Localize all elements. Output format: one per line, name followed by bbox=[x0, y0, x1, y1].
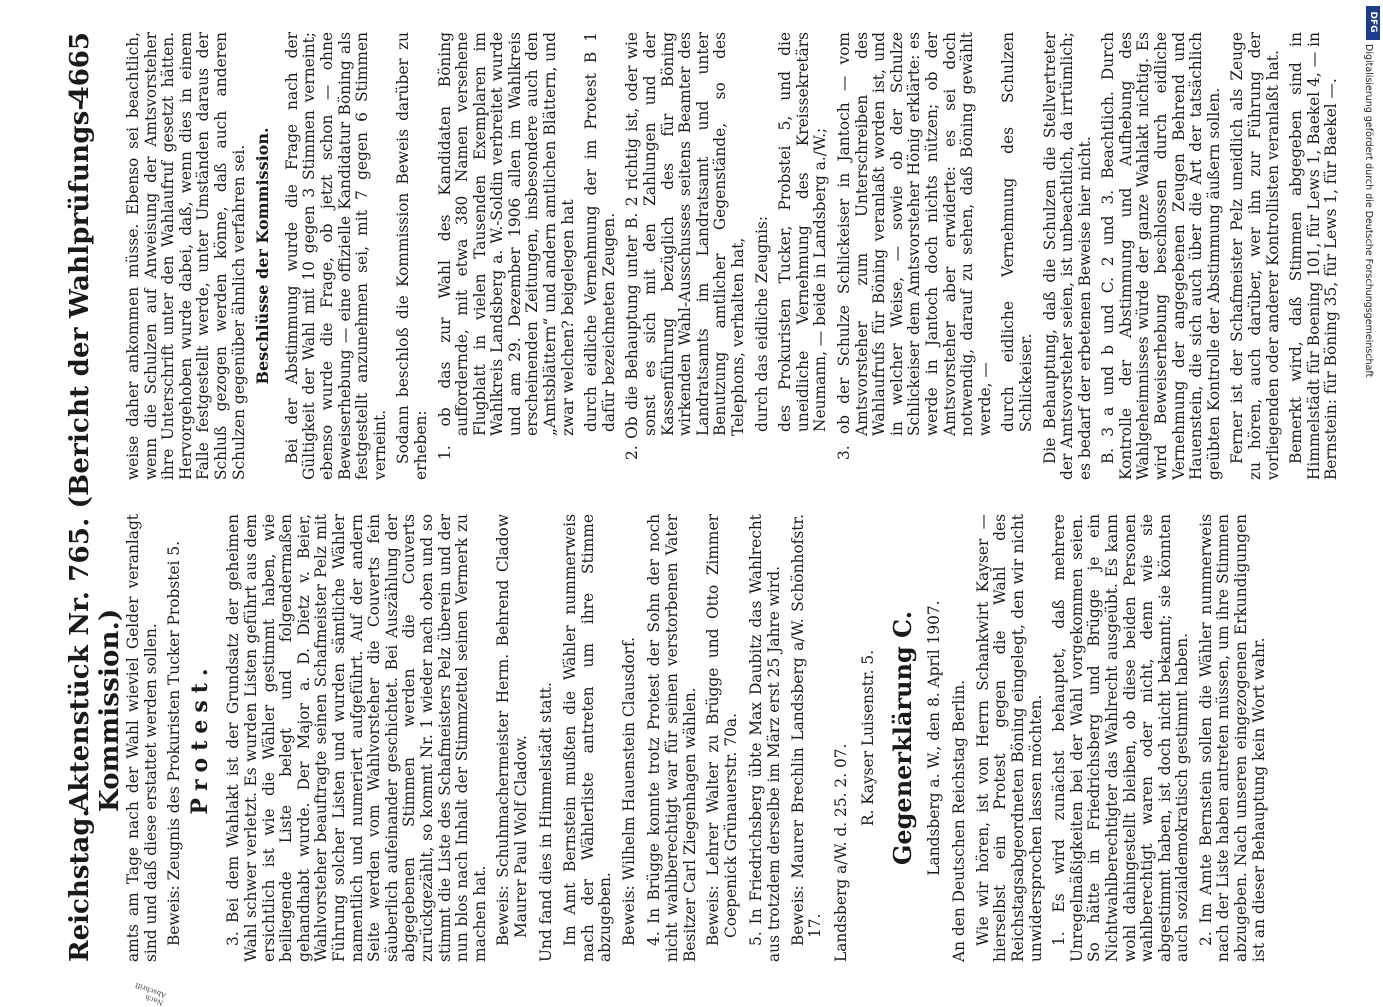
list-subitem: durch eidliche Vernehmung der im Protest B 1 dafür bezeichneten Zeugen. bbox=[582, 32, 618, 432]
evidence-line: Beweis: Wilhelm Hauenstein Clausdorf. bbox=[619, 636, 638, 946]
paragraph: Ferner ist der Schafmeister Pelz uneidlich als Zeuge zu hören, auch darüber, wer ihn zur Führung der vorliegenden oder anderer Kontrollisten veranlaßt hat. bbox=[1228, 32, 1282, 480]
gegen-date: Landsberg a. W., den 8. April 1907. bbox=[924, 600, 943, 876]
paragraph: Sodann beschloß die Kommission Beweis darüber zu erheben: bbox=[394, 32, 430, 480]
paragraph: Und fand dies in Himmelstädt statt. bbox=[537, 682, 556, 962]
protest-heading: Protest. bbox=[186, 661, 213, 815]
list-item: 1. ob das zur Wahl des Kandidaten Böning auffordernde, mit etwa 380 Namen versehene Flugblatt in vielen Tausenden Exemplaren im Wahlkreis Landsberg a. W.-Soldin verbreitet wurde und am 29. Dezember 1906 allen im Wahlkreis erscheinenden Zeitungen, insbesondere auch den „Amtsblättern“ und andern amtlichen Blättern, und zwar welchen? beigelegen hat bbox=[435, 32, 577, 460]
funding-note-text: Digitalisierung gefördert durch die Deutsche Forschungsgemeinschaft bbox=[1363, 44, 1374, 378]
dfg-logo bbox=[1366, 6, 1380, 40]
paragraph: 2. Im Amte Bernstein sollen die Wähler nummerweis nach der Liste haben antreten müssen, um ihre Stimmen abzugeben. Nach unseren eingezogenen Erkundigungen ist an dieser Behauptung kein Wort wahr. bbox=[1196, 514, 1268, 962]
column-left bbox=[125, 514, 1274, 962]
signature: R. Kayser Luisenstr. 5. bbox=[859, 649, 878, 827]
dfg-logo-text: DFG bbox=[1368, 11, 1378, 33]
list-subitem: durch eidliche Vernehmung des Schulzen Schlickeiser. bbox=[999, 32, 1035, 432]
beschluesse-heading: Beschlüsse der Kommission. bbox=[253, 127, 273, 385]
header-title: Aktenstück Nr. 765. (Bericht der Wahlprüfungs-Kommission.) bbox=[65, 99, 125, 812]
margin-stamp: Nach Abschrift bbox=[133, 980, 168, 1007]
column-right bbox=[125, 32, 1347, 480]
document-page bbox=[45, 0, 1341, 1007]
paragraph: Wie wir hören, ist von Herrn Schankwirt Kayser — hierselbst ein Protest gegen die Wahl des Reichstagsabgeordneten Böning eingelegt, den wir nicht unwidersprochen lassen möchten. bbox=[973, 514, 1045, 962]
paragraph: Im Amt Bernstein mußten die Wähler nummerweis nach der Wählerliste antreten um ihre Stimme abzugeben. bbox=[561, 514, 615, 962]
paragraph: 3. Bei dem Wahlakt ist der Grundsatz der geheimen Wahl schwer verletzt. Es wurden Listen geführt aus dem ersichtlich ist wie die Wähler gestimmt haben, wie beiliegende Liste belegt und folgendermaßen gehandhabt wurde. Der Major a. D. Dietz v. Beier, Wahlvorsteher beauftragte seinen Schafmeister Pelz mit Führung solcher Listen und wurden sämtliche Wähler namentlich und numeriert aufgeführt. Auf der andern Seite werden vom Wahlvorsteher die Couverts fein säuberlich aufeinander geschichtet. Bei Auszählung der abgegebenen Stimmen werden die Couverts zurückgezählt, so kommt Nr. 1 wieder nach oben und so stimmt die Liste des Schafmeisters Pelz überein und der nun blos nach Inhalt der Stimmzettel seinen Vermerk zu machen hat. bbox=[224, 514, 489, 962]
paragraph: Bei der Abstimmung wurde die Frage nach der Gültigkeit der Wahl mit 10 gegen 3 Stimmen verneint; ebenso wurde die Frage, ob jetzt schon — ohne Beweiserhebung — eine offizielle Kandidatur Böning als festgestellt anzunehmen sei, mit 7 gegen 6 Stimmen verneint. bbox=[282, 32, 389, 480]
page-number: 4665 bbox=[65, 32, 95, 105]
evidence-line: Beweis: Zeugnis des Prokuristen Tucker Probstei 5. bbox=[165, 540, 184, 946]
list-subitem: durch das eidliche Zeugnis: bbox=[752, 215, 771, 432]
date-place: Landsberg a/W. d. 25. 2. 07. bbox=[831, 743, 850, 962]
paragraph: 4. In Brügge konnte trotz Protest der Sohn der noch nicht wahlberechtigt war für seinen verstorbenen Vater Besitzer Carl Ziegenhagen wählen. bbox=[645, 514, 699, 962]
list-item: 3. ob der Schulze Schlickeiser in Jantoch — vom Amtsvorsteher zum Unterschreiben des Wahlaufrufs für Böning veranlaßt worden ist, und in welcher Weise, — sowie ob der Schulze Schlickeiser dem Amtsvorsteher Hönig erklärte: es werde in Jantoch doch nichts nützen; ob der Amtsvorsteher aber erwiderte: es sei doch notwendig, darauf zu sehen, daß Böning gewählt werde, — bbox=[834, 32, 994, 460]
paragraph: weise daher ankommen müsse. Ebenso sei beachtlich, wenn die Schulzen auf Anweisung der Amtsvorsteher ihre Unterschrift unter den Wahlaufruf gesetzt hätten. Hervorgehoben wurde dabei, daß, wenn dies in einem Falle festgestellt werde, unter Umständen daraus der Schluß gezogen werden könne, daß auch anderen Schulzen gegenüber ähnlich verfahren sei. bbox=[124, 32, 248, 480]
addressee: An den Deutschen Reichstag Berlin. bbox=[950, 679, 969, 962]
evidence-line: Beweis: Lehrer Walter zu Brügge und Otto Zimmer Coepenick Grünauerstr. 70a. bbox=[704, 514, 740, 946]
header-left: Reichstag. bbox=[65, 808, 95, 962]
paragraph: 1. Es wird zunächst behauptet, daß mehrere Unregelmäßigkeiten bei der Wahl vorgekommen seien. So hätte in Friedrichsberg und Brügge je ein Nichtwahlberechtigter das Wahlrecht ausgeübt. Es kann wohl dahingestellt bleiben, ob diese beiden Personen wahlberechtigt waren oder nicht, denn wie sie abgestimmt haben, ist doch nicht bekannt; sie könnten auch sozialdemokratisch gestimmt haben. bbox=[1050, 514, 1192, 962]
evidence-line: Beweis: Maurer Brechlin Landsberg a/W. Schönhofstr. 17. bbox=[788, 514, 825, 946]
list-item: 2. Ob die Behauptung unter B. 2 richtig ist, oder wie sonst es sich mit den Zahlungen und der Kassenführung bezüglich des für Böning wirkenden Wahl-Ausschusses seitens Beamter des Landratsamts im Landratsamt und unter Benutzung amtlicher Gegenstände, so des Telephons, verhalten hat, bbox=[623, 32, 747, 460]
evidence-line: Beweis: Schuhmachermeister Herm. Behrend Cladow Maurer Paul Wolf Cladow. bbox=[494, 514, 530, 946]
paragraph: amts am Tage nach der Wahl wieviel Gelder veranlagt sind und daß diese erstattet werden sollen. bbox=[124, 514, 160, 962]
digitization-band bbox=[1363, 0, 1383, 1000]
paragraph: Bemerkt wird, daß Stimmen abgegeben sind in Himmelstädt für Boening 101, für Lews 1, Baekel 4, — in Bernstein: für Böning 35, für Lews 1, für Baekel —. bbox=[1287, 32, 1341, 480]
page-header bbox=[65, 32, 125, 962]
gegenerklaerung-heading: Gegenerklärung C. bbox=[887, 610, 917, 866]
list-subitem: des Prokuristen Tucker, Probstei 5, und die uneidliche Vernehmung des Kreissekretärs Neumann, — beide in Landsberg a./W.; bbox=[776, 32, 830, 432]
paragraph: B. 3 a und b und C. 2 und 3. Beachtlich. Durch Kontrolle der Abstimmung und Aufhebung des Wahlgeheimnisses würde der ganze Wahlakt nichtig. Es wird Beweiserhebung beschlossen durch eidliche Vernehmung der angegebenen Zeugen Behrend und Hauenstein, die sich auch über die Art der tatsächlich geübten Kontrolle der Abstimmung äußern sollen. bbox=[1099, 32, 1223, 480]
funding-note bbox=[1363, 44, 1382, 664]
paragraph: 5. In Friedrichsberg übte Max Daubitz das Wahlrecht aus trotzdem derselbe im März erst 25 Jahre wird. bbox=[747, 514, 783, 962]
paragraph: Die Behauptung, daß die Schulzen die Stellvertreter der Amtsvorsteher seien, ist unbeachtlich, da irrtümlich; es bedarf der erbetenen Beweise hier nicht. bbox=[1040, 32, 1094, 480]
